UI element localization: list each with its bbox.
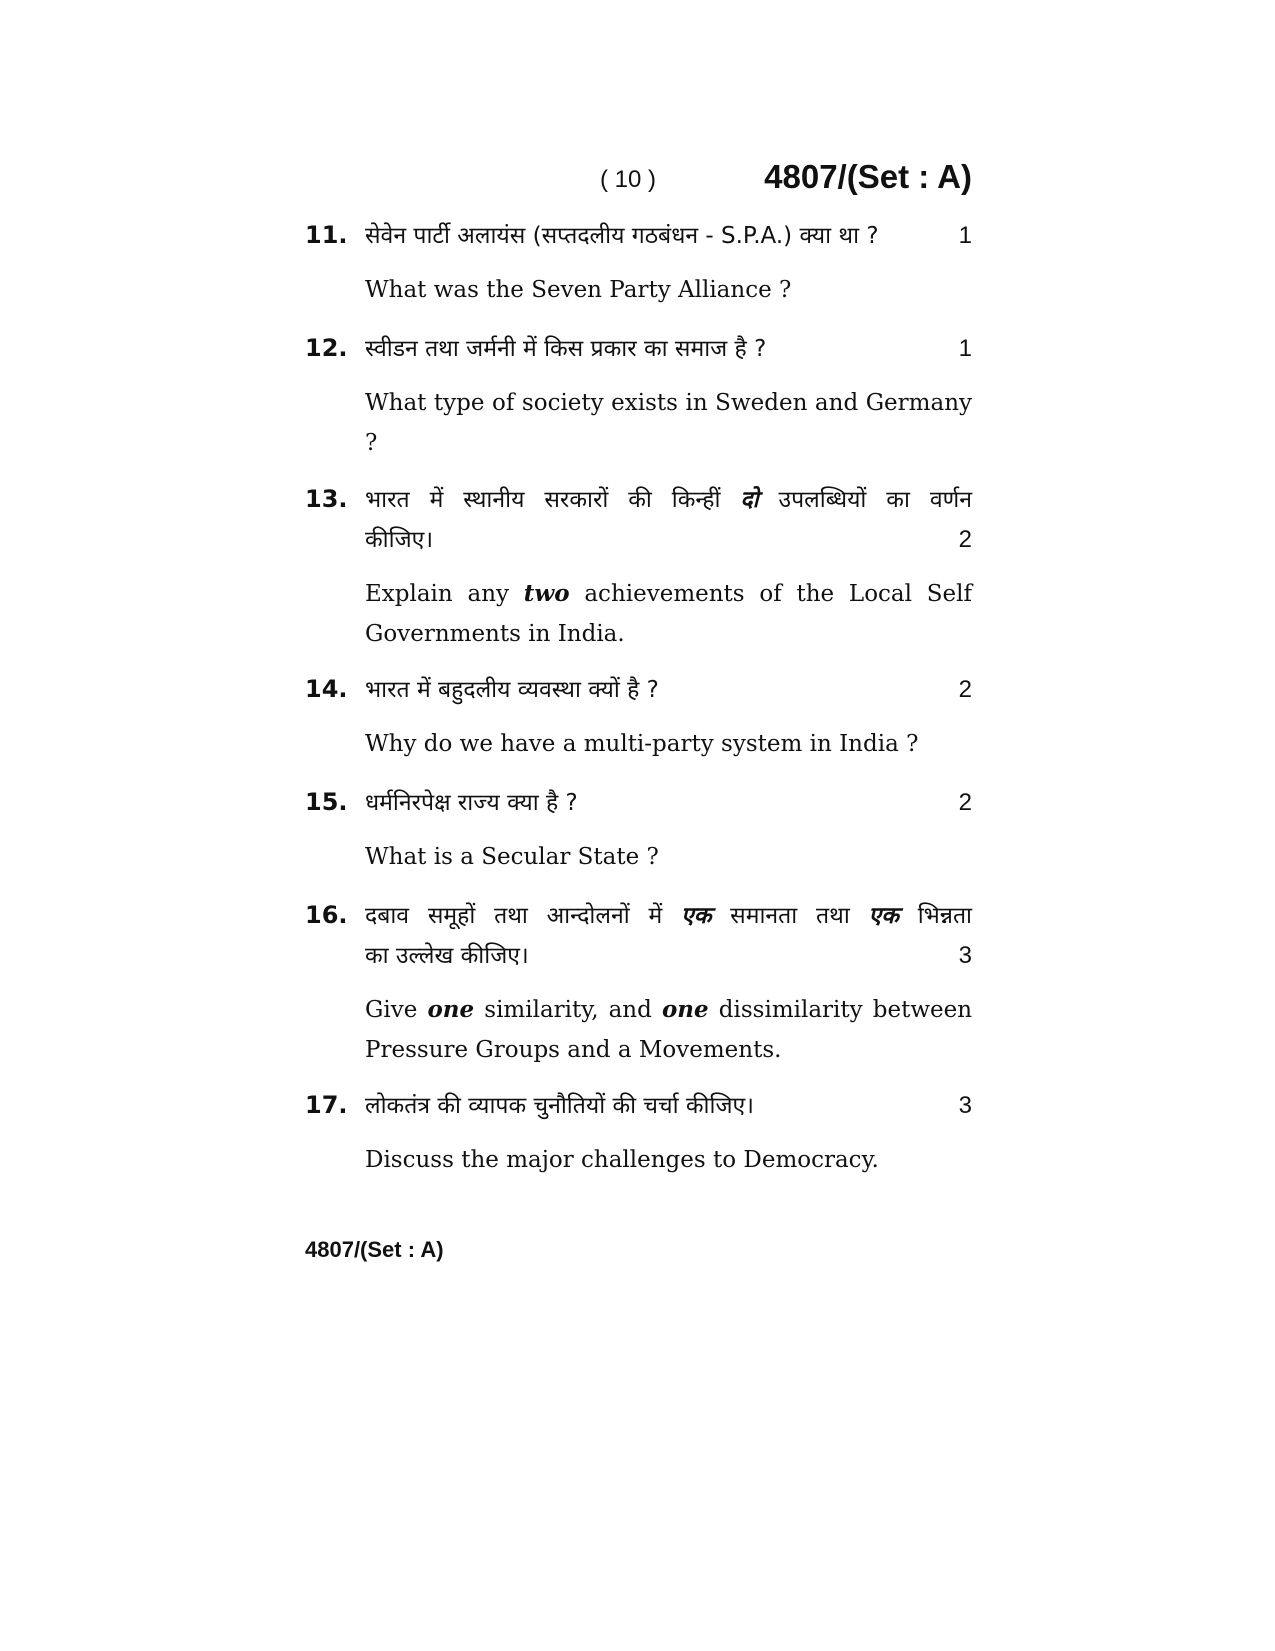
question-hindi: सेवेन पार्टी अलायंस (सप्तदलीय गठबंधन - S.P.A.) क्या था ? xyxy=(365,223,879,249)
question-number: 15. xyxy=(305,788,348,816)
question-number: 12. xyxy=(305,334,348,362)
question-hindi: भारत में बहुदलीय व्यवस्था क्यों है ? xyxy=(365,677,659,703)
question-14 xyxy=(305,670,972,764)
hindi-text: भिन्नता xyxy=(917,903,973,929)
question-hindi-continued: का उल्लेख कीजिए। xyxy=(365,943,529,969)
english-text: similarity, and xyxy=(484,997,652,1023)
hindi-emphasis: एक xyxy=(681,903,712,929)
hindi-emphasis: दो xyxy=(740,487,759,513)
paper-code-header: 4807/(Set : A) xyxy=(764,158,972,195)
question-marks: 1 xyxy=(958,335,972,362)
question-marks: 2 xyxy=(958,676,972,703)
question-number: 17. xyxy=(305,1091,348,1119)
question-marks: 1 xyxy=(958,222,972,249)
question-number: 16. xyxy=(305,901,348,929)
question-hindi: स्वीडन तथा जर्मनी में किस प्रकार का समाज है ? xyxy=(365,336,767,362)
question-hindi: लोकतंत्र की व्यापक चुनौतियों की चर्चा कीजिए। xyxy=(365,1093,754,1119)
hindi-text: उपलब्धियों का वर्णन xyxy=(778,487,973,513)
english-text: dissimilarity between Pressure Groups and a Movements. xyxy=(365,997,973,1063)
english-text: Give xyxy=(365,997,418,1023)
question-english: Why do we have a multi-party system in India ? xyxy=(365,731,919,757)
question-english xyxy=(365,574,972,654)
english-emphasis: one xyxy=(661,996,709,1023)
english-text: Explain any xyxy=(365,581,510,607)
english-emphasis: one xyxy=(427,996,475,1023)
question-marks: 2 xyxy=(958,789,972,816)
hindi-emphasis: एक xyxy=(868,903,899,929)
english-text: achievements of the Local Self Governments in India. xyxy=(365,581,973,647)
question-13 xyxy=(305,480,972,654)
question-hindi-continued: कीजिए। xyxy=(365,527,434,553)
paper-code-footer: 4807/(Set : A) xyxy=(305,1237,444,1262)
page-number: ( 10 ) xyxy=(600,166,657,193)
question-number: 14. xyxy=(305,675,348,703)
hindi-text: समानता तथा xyxy=(730,903,850,929)
question-marks: 2 xyxy=(958,526,972,553)
question-hindi xyxy=(365,480,972,520)
english-emphasis: two xyxy=(523,580,570,607)
question-11 xyxy=(305,216,972,310)
question-number: 13. xyxy=(305,485,348,513)
question-english: What was the Seven Party Alliance ? xyxy=(365,277,792,303)
question-number: 11. xyxy=(305,221,348,249)
question-english: What type of society exists in Sweden and Germany ? xyxy=(365,390,972,456)
question-hindi: धर्मनिरपेक्ष राज्य क्या है ? xyxy=(365,790,578,816)
question-marks: 3 xyxy=(958,942,972,969)
question-16 xyxy=(305,896,972,1070)
question-12 xyxy=(305,329,972,463)
question-english: Discuss the major challenges to Democracy. xyxy=(365,1147,879,1173)
question-15 xyxy=(305,783,972,877)
question-marks: 3 xyxy=(958,1092,972,1119)
question-17 xyxy=(305,1086,972,1180)
hindi-text: भारत में स्थानीय सरकारों की किन्हीं xyxy=(365,487,721,513)
question-hindi xyxy=(365,896,972,936)
question-english xyxy=(365,990,972,1070)
hindi-text: दबाव समूहों तथा आन्दोलनों में xyxy=(365,903,663,929)
question-english: What is a Secular State ? xyxy=(365,844,659,870)
